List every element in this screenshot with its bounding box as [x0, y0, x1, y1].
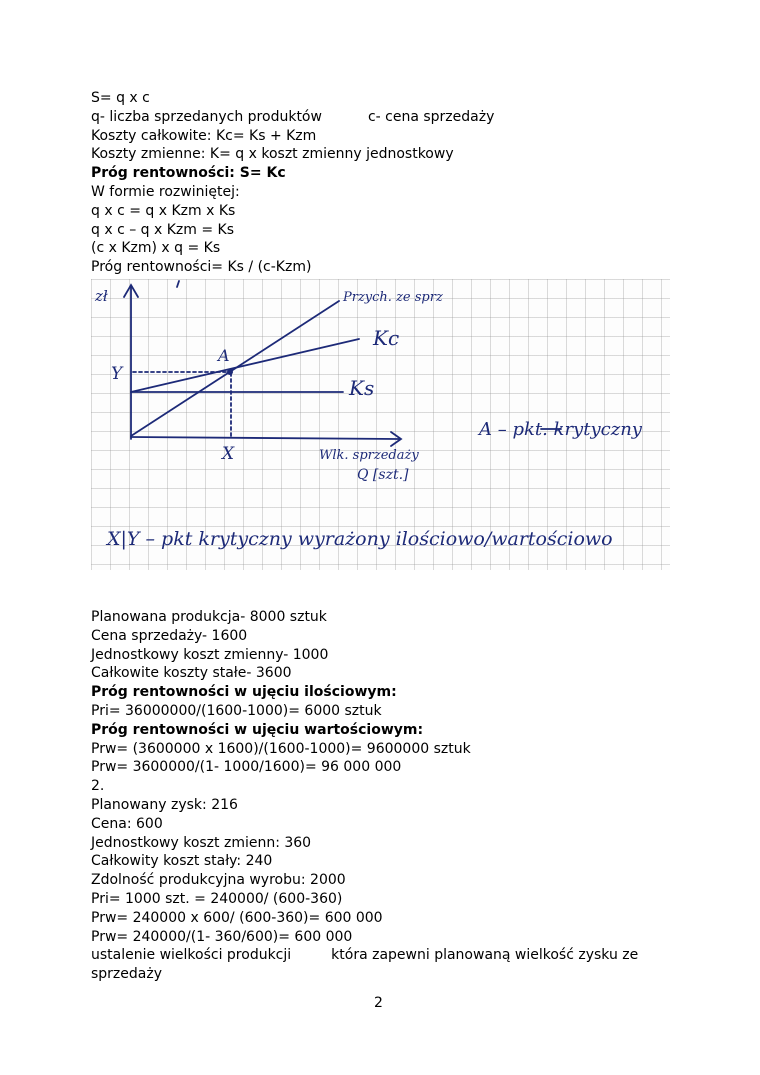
formula-heading: Próg rentowności: S= Kc	[91, 165, 286, 182]
example-line: Pri= 1000 szt. = 240000/ (600-360)	[91, 890, 343, 907]
fixed-cost-label: Ks	[349, 376, 375, 400]
definition-c: c- cena sprzedaży	[367, 108, 495, 125]
formula-line: W formie rozwiniętej:	[91, 183, 240, 200]
example-line: Cena: 600	[91, 815, 163, 832]
example-line: Prw= (3600000 x 1600)/(1600-1000)= 9600000 sztuk	[91, 740, 471, 757]
example-line: Jednostkowy koszt zmienn: 360	[91, 834, 312, 851]
formula-line: q x c – q x Kzm = Ks	[91, 221, 235, 238]
example-line: Cena sprzedaży- 1600	[91, 627, 248, 644]
example-line: Jednostkowy koszt zmienny- 1000	[91, 646, 329, 663]
example-heading: Próg rentowności w ujęciu ilościowym:	[91, 684, 397, 701]
page-number: 2	[374, 995, 383, 1011]
example-line: Całkowity koszt stały: 240	[91, 853, 273, 870]
definition-q: q- liczba sprzedanych produktów	[91, 108, 322, 125]
example-line: sprzedaży	[91, 966, 162, 983]
point-a-label: A	[218, 346, 230, 365]
sketch-drawing	[91, 279, 670, 570]
x-axis-line	[131, 437, 399, 439]
example-line: Prw= 240000/(1- 360/600)= 600 000	[91, 928, 353, 945]
example-number: 2.	[91, 778, 105, 795]
example-line	[91, 946, 691, 965]
production-note: ustalenie wielkości produkcji	[91, 947, 292, 964]
y-mark-label: Y	[111, 364, 123, 384]
handwritten-breakeven-sketch	[91, 279, 670, 570]
stray-mark	[177, 281, 179, 287]
y-axis-label: zł	[95, 287, 108, 305]
example-line: Całkowite koszty stałe- 3600	[91, 665, 292, 682]
total-cost-line	[131, 339, 359, 392]
example-line: Planowany zysk: 216	[91, 796, 238, 813]
x-mark-label: X	[222, 444, 235, 464]
x-axis-unit: Q [szt.]	[357, 467, 409, 483]
formula-line: (c x Kzm) x q = Ks	[91, 240, 221, 257]
formula-line: Próg rentowności= Ks / (c-Kzm)	[91, 259, 312, 276]
examples-section	[91, 608, 691, 984]
point-a-dot	[227, 369, 233, 375]
definition-line	[91, 108, 691, 127]
formula-line: q x c = q x Kzm x Ks	[91, 202, 236, 219]
revenue-label: Przych. ze sprz	[343, 290, 443, 305]
example-line: Prw= 3600000/(1- 1000/1600)= 96 000 000	[91, 759, 402, 776]
profit-note: która zapewni planowaną wielkość zysku ze	[331, 947, 639, 964]
example-line: Planowana produkcja- 8000 sztuk	[91, 609, 327, 625]
formula-line: Koszty zmienne: K= q x koszt zmienny jednostkowy	[91, 146, 454, 163]
legend-point-a: A – pkt. krytyczny	[479, 419, 642, 440]
formula-line: S= q x c	[91, 90, 150, 106]
example-line: Zdolność produkcyjna wyrobu: 2000	[91, 872, 346, 889]
legend-critical-point: X|Y – pkt krytyczny wyrażony ilościowo/wartościowo	[107, 528, 613, 550]
total-cost-label: Kc	[373, 326, 400, 350]
example-heading: Próg rentowności w ujęciu wartościowym:	[91, 721, 424, 738]
example-line: Pri= 36000000/(1600-1000)= 6000 sztuk	[91, 702, 382, 719]
example-line: Prw= 240000 x 600/ (600-360)= 600 000	[91, 909, 383, 926]
formula-line: Koszty całkowite: Kc= Ks + Kzm	[91, 127, 317, 144]
formula-section	[91, 89, 691, 277]
x-axis-label: Wlk. sprzedaży	[319, 448, 419, 463]
